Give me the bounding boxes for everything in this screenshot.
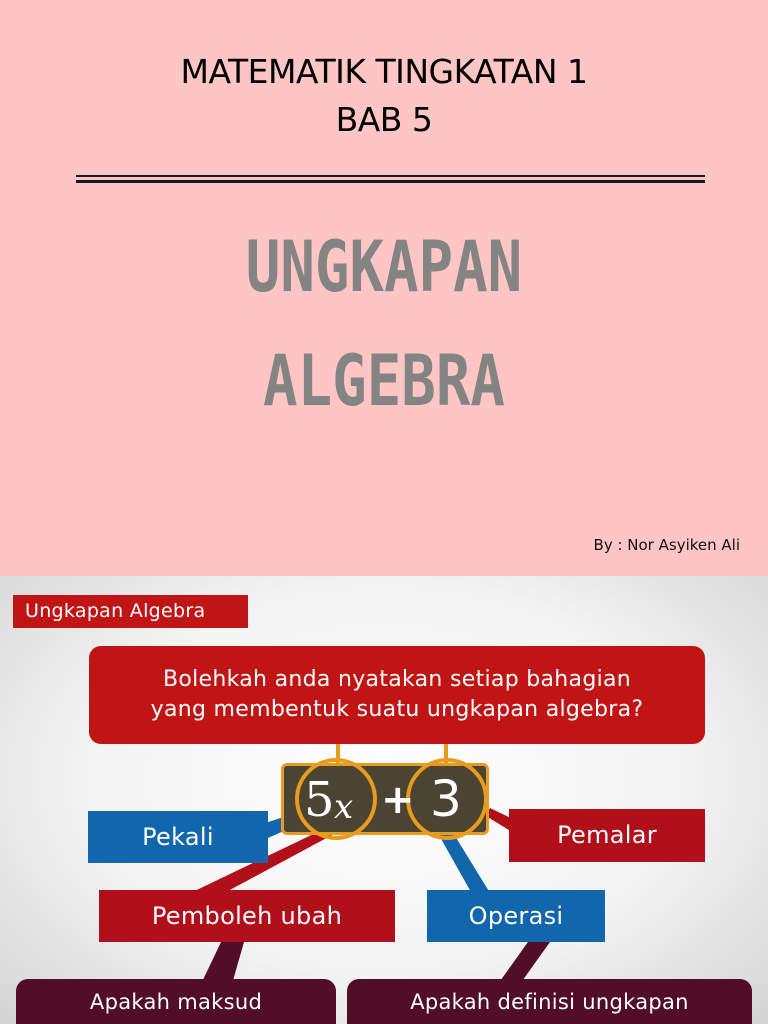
topic-title-line1: UNGKAPAN: [245, 226, 523, 308]
label-pemboleh-ubah: Pemboleh ubah: [99, 890, 395, 942]
section-tag: Ungkapan Algebra: [13, 595, 248, 628]
label-pekali: Pekali: [88, 811, 268, 863]
callout-right: Apakah definisi ungkapan: [347, 979, 752, 1024]
course-title-line2: BAB 5: [335, 100, 433, 139]
question-line2: yang membentuk suatu ungkapan algebra?: [150, 697, 644, 722]
expression-constant: 3: [430, 770, 462, 828]
author-credit: By : Nor Asyiken Ali: [593, 536, 740, 554]
expression-coefficient: 5: [304, 772, 335, 828]
question-box: [89, 646, 705, 744]
course-title: [0, 48, 768, 144]
label-pemalar: Pemalar: [509, 809, 705, 862]
expression-variable: x: [334, 787, 354, 827]
topic-title-line2: ALGEBRA: [263, 340, 505, 422]
callout-left: Apakah maksud: [16, 979, 336, 1024]
title-divider: [76, 175, 705, 183]
topic-title: [69, 210, 699, 438]
label-operasi: Operasi: [427, 890, 605, 942]
question-line1: Bolehkah anda nyatakan setiap bahagian: [162, 667, 632, 692]
course-title-line1: MATEMATIK TINGKATAN 1: [180, 52, 588, 91]
algebra-parts-slide: [0, 576, 768, 1024]
expression-operator: +: [381, 777, 415, 823]
callout-right-pointer: [498, 942, 550, 984]
